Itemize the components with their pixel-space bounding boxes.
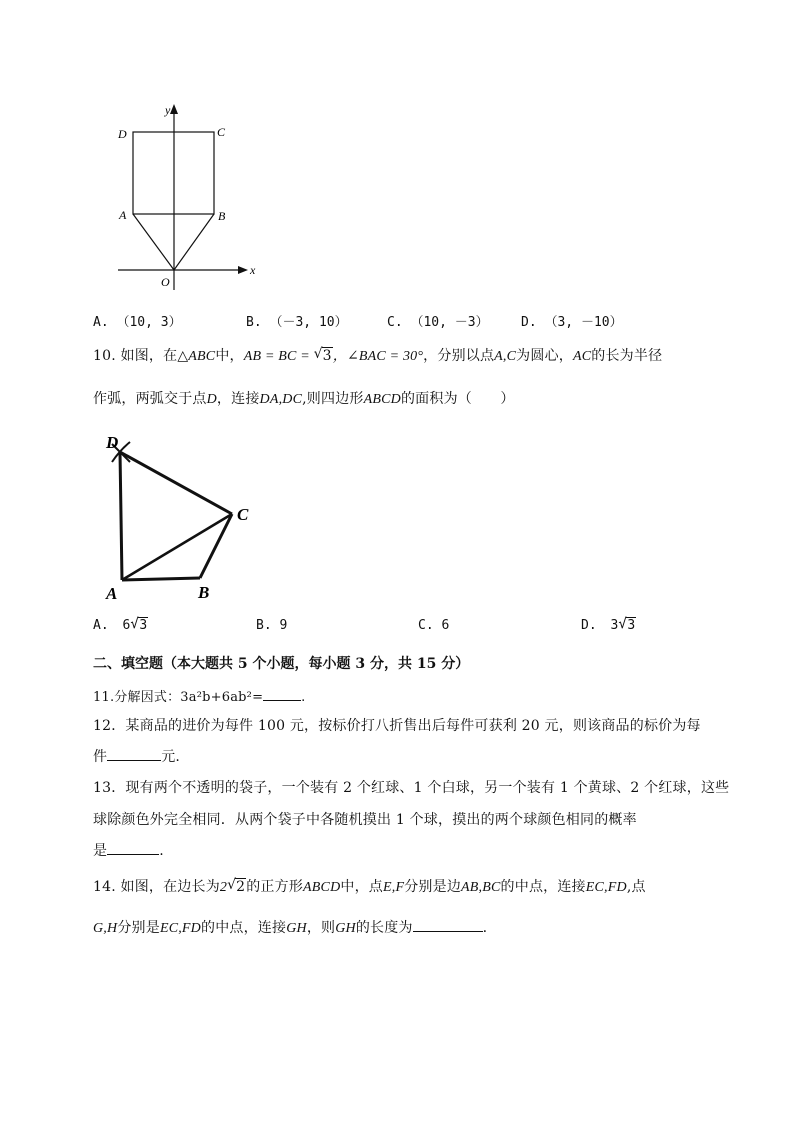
q11-text: 11.分解因式：3a²b+6ab²= [93, 690, 264, 705]
fig9-label-b: B [218, 209, 226, 223]
fig9-label-y: y [165, 103, 171, 117]
q14-gh: G,H [93, 921, 118, 936]
q14-abbc: AB,BC [461, 880, 501, 895]
q10-l2a: 作弧，两弧交于点 [93, 391, 207, 407]
q10-opt-d-coef: 3 [610, 618, 619, 633]
q14-sqrt: √ 2 [227, 877, 246, 895]
section-2-title: 二、填空题（本大题共 5 个小题，每小题 3 分，共 15 分） [93, 656, 470, 672]
q13-blank[interactable] [107, 840, 159, 855]
q13-line-3 [93, 840, 164, 860]
fig9-label-x: x [250, 263, 256, 277]
q14-blank[interactable] [413, 917, 483, 932]
q10-line-2 [93, 388, 515, 408]
q10-option-c[interactable]: C. 6 [418, 618, 450, 633]
fig9-label-o: O [161, 275, 170, 289]
q14-ef: E,F [383, 880, 405, 895]
q10-option-b[interactable]: B. 9 [256, 618, 288, 633]
q10-opt-a-sqrt: √ 3 [130, 616, 148, 633]
y-axis-arrow-icon [170, 104, 178, 114]
x-axis-arrow-icon [238, 266, 248, 274]
q10-equation: AB = BC = [243, 349, 314, 364]
q10-opt-a-coef: 6 [122, 618, 131, 633]
q14-l1f: ,点 [626, 879, 646, 895]
segment-da [120, 452, 122, 580]
q12-l2b: 元. [161, 749, 181, 765]
q10-sqrt: √ 3 [313, 346, 332, 364]
q14-l2a: 分别是 [117, 920, 160, 936]
segment-bo [174, 214, 214, 270]
segment-ao [133, 214, 174, 270]
q14-l2b: 的中点，连接 [201, 920, 287, 936]
fig10-label-b: B [198, 583, 210, 602]
q10-opt-a-prefix: A. [93, 618, 109, 633]
q9-option-a[interactable]: A. （10, 3） [93, 315, 182, 330]
q11-blank[interactable] [263, 686, 301, 701]
q14-coef: 2 [219, 880, 228, 895]
segment-ab [122, 578, 200, 580]
fig9-label-a: A [119, 208, 127, 222]
fig10-label-c: C [237, 505, 249, 524]
q10-l2c: ,则四边形 [302, 391, 364, 407]
q14-line-2 [93, 917, 487, 937]
q13-line-2: 球除颜色外完全相同．从两个袋子中各随机摸出 1 个球，摸出的两个球颜色相同的概率 [93, 812, 637, 828]
q9-option-d[interactable]: D. （3, －10） [521, 315, 623, 330]
q10-mid3: 为圆心， [516, 348, 573, 364]
q10-prefix: 10. 如图，在 [93, 348, 178, 364]
q10-line-1 [93, 345, 662, 365]
q14-l1e: 的中点，连接 [500, 879, 586, 895]
q12-line-2 [93, 746, 180, 766]
q10-angle: ，∠BAC = 30° [332, 349, 424, 364]
q10-quadrilateral-figure [100, 428, 270, 608]
q10-dadc: DA,DC [259, 392, 303, 407]
fig9-label-d: D [118, 127, 127, 141]
fig10-label-a: A [106, 584, 118, 603]
q14-gh-3: GH [335, 921, 356, 936]
q10-points-ac: A,C [494, 349, 517, 364]
q10-option-a[interactable] [93, 618, 148, 633]
q11 [93, 686, 306, 705]
q13-l3a: 是 [93, 843, 108, 859]
q13-l3b: . [159, 843, 164, 859]
q10-opt-d-sqrt: √ 3 [618, 616, 636, 633]
q12-line-1: 12．某商品的进价为每件 100 元，按标价打八折售出后每件可获利 20 元，则该商品的标价为每 [93, 718, 701, 734]
q14-l2d: 的长度为 [355, 920, 413, 936]
q14-line-1 [93, 876, 646, 896]
fig9-label-c: C [217, 125, 226, 139]
q11-end: . [301, 690, 306, 705]
q10-l2b: ，连接 [216, 391, 260, 407]
q10-mid4: 的长为半径 [591, 348, 663, 364]
q14-abcd: ABCD [303, 880, 341, 895]
q12-l2a: 件 [93, 749, 108, 765]
q12-blank[interactable] [107, 746, 161, 761]
q14-l1b: 的正方形 [246, 879, 304, 895]
q10-ac: AC [572, 349, 592, 364]
q14-gh-2: GH [286, 921, 307, 936]
q9-option-b[interactable]: B. （－3, 10） [246, 315, 348, 330]
q10-point-d: D [206, 392, 217, 407]
q14-ecfd: EC,FD [585, 880, 627, 895]
q10-mid2: ，分别以点 [423, 348, 495, 364]
q10-abcd: ABCD [363, 392, 401, 407]
q14-ecfd-2: EC,FD [159, 921, 201, 936]
q9-coordinate-figure [110, 98, 270, 298]
q10-opt-a-rad: 3 [139, 618, 148, 633]
q10-opt-d-rad: 3 [627, 618, 636, 633]
q14-end: . [482, 920, 488, 936]
q13-line-1: 13．现有两个不透明的袋子，一个装有 2 个红球、1 个白球，另一个装有 1 个黄球、2 个红球，这些 [93, 780, 730, 796]
q14-l1a: 14. 如图，在边长为 [93, 879, 220, 895]
q14-rad: 2 [236, 879, 246, 895]
segment-dc [120, 452, 232, 514]
q14-l2c: ，则 [306, 920, 336, 936]
q9-option-c[interactable]: C. （10, －3） [387, 315, 489, 330]
q14-l1c: 中，点 [340, 879, 384, 895]
q10-option-d[interactable] [581, 618, 636, 633]
q14-l1d: 分别是边 [404, 879, 462, 895]
q10-triangle: △ABC [177, 349, 216, 364]
q10-sqrt-radicand: 3 [322, 348, 332, 364]
fig10-label-d: D [106, 433, 119, 452]
q10-l2d: 的面积为（ ） [400, 391, 515, 407]
q10-mid1: 中， [215, 348, 244, 364]
q10-opt-d-prefix: D. [581, 618, 597, 633]
